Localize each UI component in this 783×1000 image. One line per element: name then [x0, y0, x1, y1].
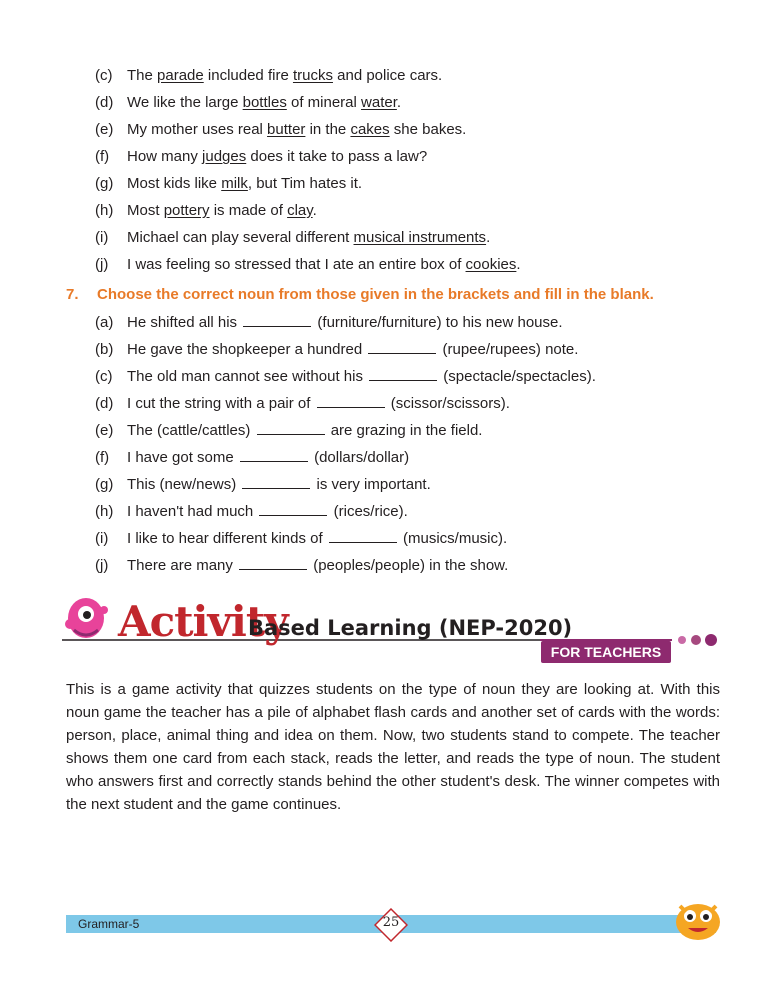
item-label: (h)	[95, 202, 114, 219]
item-label: (g)	[95, 476, 114, 493]
item-label: (j)	[95, 256, 109, 273]
answer-blank	[259, 502, 327, 516]
item-text: He gave the shopkeeper a hundred (rupee/rupees) note.	[127, 341, 579, 358]
item-text: I cut the string with a pair of (scissor/scissors).	[127, 395, 510, 412]
item-text: The (cattle/cattles) are grazing in the field.	[127, 422, 483, 439]
item-text: Michael can play several different musical instruments.	[127, 229, 491, 246]
answer-blank	[329, 529, 397, 543]
item-label: (e)	[95, 121, 114, 138]
answer-blank	[257, 421, 325, 435]
page-number-badge	[374, 908, 408, 942]
item-text: The parade included fire trucks and police cars.	[127, 67, 443, 84]
item-label: (c)	[95, 368, 113, 385]
item-text: There are many (peoples/people) in the show.	[127, 557, 509, 574]
item-label: (i)	[95, 530, 109, 547]
question-text: Choose the correct noun from those given in the brackets and fill in the blank.	[97, 286, 654, 303]
item-label: (g)	[95, 175, 114, 192]
monster-corner-icon	[672, 896, 724, 942]
question-number: 7.	[66, 286, 79, 303]
item-label: (j)	[95, 557, 109, 574]
item-text: Most pottery is made of clay.	[127, 202, 317, 219]
answer-blank	[317, 394, 385, 408]
footer-book-title: Grammar-5	[78, 917, 140, 931]
answer-blank	[243, 313, 311, 327]
item-text: I haven't had much (rices/rice).	[127, 503, 408, 520]
item-text: I have got some (dollars/dollar)	[127, 449, 410, 466]
answer-blank	[368, 340, 436, 354]
item-label: (f)	[95, 449, 110, 466]
item-text: I was feeling so stressed that I ate an entire box of cookies.	[127, 256, 521, 273]
item-text: I like to hear different kinds of (musics/music).	[127, 530, 508, 547]
activity-subtitle: Based Learning (NEP-2020)	[248, 616, 573, 640]
item-label: (c)	[95, 67, 113, 84]
activity-title: Activity	[118, 597, 288, 646]
item-label: (h)	[95, 503, 114, 520]
item-label: (e)	[95, 422, 114, 439]
item-label: (a)	[95, 314, 114, 331]
item-label: (i)	[95, 229, 109, 246]
answer-blank	[240, 448, 308, 462]
item-text: He shifted all his (furniture/furniture) to his new house.	[127, 314, 563, 331]
page-number: 25	[382, 915, 400, 930]
item-label: (d)	[95, 94, 114, 111]
item-text: The old man cannot see without his (spectacle/spectacles).	[127, 368, 596, 385]
item-label: (f)	[95, 148, 110, 165]
item-text: This (new/news) is very important.	[127, 476, 431, 493]
answer-blank	[239, 556, 307, 570]
answer-blank	[242, 475, 310, 489]
item-text: How many judges does it take to pass a law?	[127, 148, 428, 165]
item-text: Most kids like milk, but Tim hates it.	[127, 175, 363, 192]
monster-mascot-icon	[65, 598, 108, 638]
answer-blank	[369, 367, 437, 381]
item-label: (b)	[95, 341, 114, 358]
item-text: My mother uses real butter in the cakes she bakes.	[127, 121, 467, 138]
for-teachers-tag: FOR TEACHERS	[541, 641, 671, 663]
activity-description: This is a game activity that quizzes students on the type of noun they are looking at. With this noun game the teacher has a pile of alphabet flash cards and another set of cards with the words: person, place, animal thing and idea on them. Now, two students stand to compete. The teacher shows them one card from each stack, reads the letter, and reads the type of noun. The student who answers first and correctly stands behind the other student's desk. The winner competes with the next student and the game continues.	[66, 681, 720, 813]
item-label: (d)	[95, 395, 114, 412]
item-text: We like the large bottles of mineral water.	[127, 94, 402, 111]
